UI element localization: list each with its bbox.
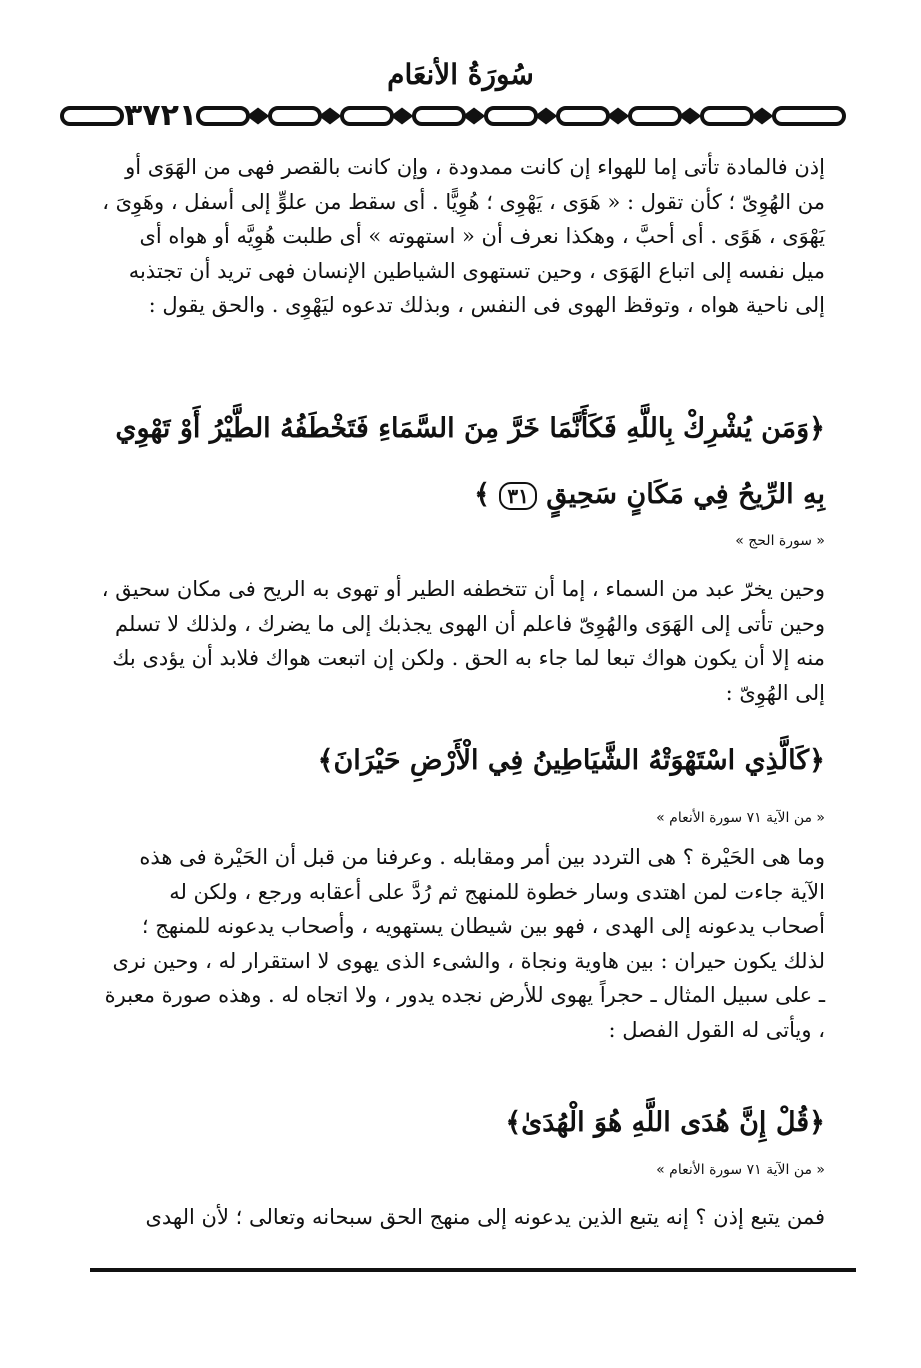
reference-3-block xyxy=(100,1162,825,1178)
paragraph-1: إذن فالمادة تأتى إما للهواء إن كانت ممدودة ، وإن كانت بالقصر فهى من الهَوَى أو من الهُوِىّ ؛ كأن تقول : « هَوَى ، يَهْوِى ؛ هُوِيًّا . أى سقط من علوٍّ إلى أسفل ، وهَوِىَ ، يَهْوَى ، هَوًى . أى أحبَّ ، وهكذا نعرف أن « استهوته » أى طلبت هُوِيَّه أو هواه أى ميل نفسه إلى اتباع الهَوَى ، وحين تستهوى الشياطين الإنسان فهى تريد أن تجتذبه إلى ناحية هواه ، وتوقظ الهوى فى النفس ، وبذلك تدعوه ليَهْوِى . والحق يقول : xyxy=(102,155,825,317)
ayah-number-marker: ٣١ xyxy=(499,482,536,510)
reference-2-block xyxy=(100,810,825,826)
quran-verse-2: ﴿كَالَّذِي اسْتَهْوَتْهُ الشَّيَاطِينُ فِي الْأَرْضِ حَيْرَانَ﴾ xyxy=(317,745,825,776)
paragraph-2-block xyxy=(100,572,825,710)
verse-1-text: ﴿وَمَن يُشْرِكْ بِاللَّهِ فَكَأَنَّمَا خَرَّ مِنَ السَّمَاءِ فَتَخْطَفُهُ الطَّيْرُ أَوْ تَهْوِي بِهِ الرِّيحُ فِي مَكَانٍ سَحِيقٍ xyxy=(115,413,825,510)
verse-reference-1: « سورة الحج » xyxy=(735,533,825,549)
quran-verse-1 xyxy=(100,396,825,529)
verse-reference-2: « من الآية ٧١ سورة الأنعام » xyxy=(656,810,825,826)
verse-2-block xyxy=(100,728,825,794)
paragraph-1-block xyxy=(100,150,825,323)
paragraph-2: وحين يخرّ عبد من السماء ، إما أن تتخطفه الطير أو تهوى به الريح فى مكان سحيق ، وحين تأتى إلى الهَوَى والهُوِىّ فاعلم أن الهوى يجذبك إلى ما يضرك ، ولذلك لا تسلم منه إلا أن يكون هواك تبعا لما جاء به الحق . ولكن إن اتبعت هواك فلابد أن يؤدى بك إلى الهُوِىّ : xyxy=(101,577,825,705)
verse-3-block xyxy=(100,1090,825,1156)
page-header xyxy=(0,58,921,138)
page-number: ٣٧٢١ xyxy=(124,98,198,133)
ornamental-border xyxy=(60,98,860,138)
paragraph-3: وما هى الحَيْرة ؟ هى التردد بين أمر ومقابله . وعرفنا من قبل أن الحَيْرة فى هذه الآية جاءت لمن اهتدى وسار خطوة للمنهج ثم رُدَّ على أعقابه ورجع ، ولكن له أصحاب يدعونه إلى الهدى ، فهو بين شيطان يستهويه ، وأصحاب يدعونه للمنهج ؛ لذلك يكون حيران : بين هاوية ونجاة ، والشىء الذى يهوى لا استقرار له ، وحين نرى ـ على سبيل المثال ـ حجراً يهوى للأرض نجده يدور ، ولا اتجاه له . وهذه صورة معبرة ، ويأتى له القول الفصل : xyxy=(104,845,825,1042)
verse-1-block xyxy=(100,396,825,529)
footer-divider xyxy=(90,1268,856,1272)
paragraph-4-block xyxy=(100,1200,825,1235)
quran-verse-3: ﴿قُلْ إِنَّ هُدَى اللَّهِ هُوَ الْهُدَىٰ﴾ xyxy=(505,1107,825,1138)
reference-1-block xyxy=(100,533,825,549)
paragraph-4: فمن يتبع إذن ؟ إنه يتبع الذين يدعونه إلى منهج الحق سبحانه وتعالى ؛ لأن الهدى xyxy=(145,1205,825,1229)
paragraph-3-block xyxy=(100,840,825,1047)
verse-reference-3: « من الآية ٧١ سورة الأنعام » xyxy=(656,1162,825,1178)
verse-1-close: ﴾ xyxy=(474,479,490,510)
surah-title: سُورَةُ الأنعَام xyxy=(387,58,534,91)
